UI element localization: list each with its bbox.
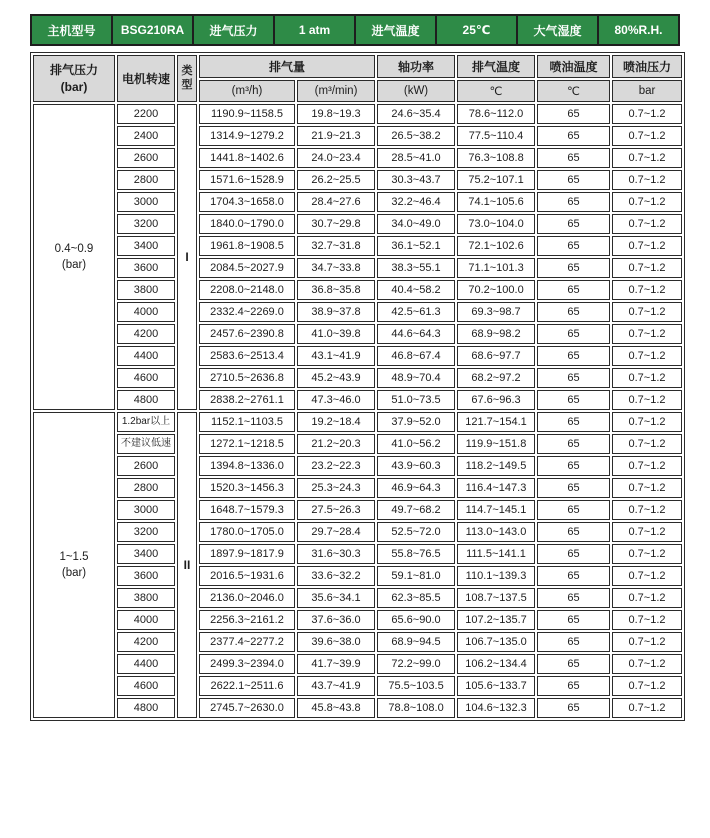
oil-temp-cell: 65 — [537, 368, 610, 388]
table-row — [33, 192, 682, 212]
shaft-power-cell: 43.9~60.3 — [377, 456, 455, 476]
motor-speed-cell: 2800 — [117, 478, 175, 498]
col-header-motor-speed: 电机转速 — [117, 55, 175, 102]
flow-m3h-cell: 1314.9~1279.2 — [199, 126, 295, 146]
flow-m3h-cell: 2583.6~2513.4 — [199, 346, 295, 366]
table-row — [33, 544, 682, 564]
shaft-power-cell: 44.6~64.3 — [377, 324, 455, 344]
type-char-1: 类 — [181, 65, 193, 78]
flow-m3h-cell: 1190.9~1158.5 — [199, 104, 295, 124]
flow-m3h-cell: 2377.4~2277.2 — [199, 632, 295, 652]
ambient-humidity-label: 大气湿度 — [517, 15, 598, 45]
flow-m3min-cell: 37.6~36.0 — [297, 610, 375, 630]
exhaust-temp-cell: 68.9~98.2 — [457, 324, 535, 344]
oil-temp-cell: 65 — [537, 346, 610, 366]
motor-speed-cell: 3000 — [117, 192, 175, 212]
unit-oil-temp-c: ℃ — [537, 80, 610, 102]
oil-temp-cell: 65 — [537, 258, 610, 278]
oil-pressure-cell: 0.7~1.2 — [612, 104, 682, 124]
flow-m3h-cell: 1441.8~1402.6 — [199, 148, 295, 168]
flow-m3min-cell: 25.3~24.3 — [297, 478, 375, 498]
flow-m3h-cell: 2745.7~2630.0 — [199, 698, 295, 718]
shaft-power-cell: 62.3~85.5 — [377, 588, 455, 608]
oil-temp-cell: 65 — [537, 610, 610, 630]
table-row — [33, 456, 682, 476]
type-group-cell: I — [177, 104, 197, 410]
table-row — [33, 698, 682, 718]
intake-temp-label: 进气温度 — [355, 15, 436, 45]
flow-m3h-cell: 2208.0~2148.0 — [199, 280, 295, 300]
shaft-power-cell: 75.5~103.5 — [377, 676, 455, 696]
exhaust-temp-cell: 72.1~102.6 — [457, 236, 535, 256]
oil-pressure-cell: 0.7~1.2 — [612, 302, 682, 322]
oil-temp-cell: 65 — [537, 478, 610, 498]
oil-temp-cell: 65 — [537, 390, 610, 410]
motor-speed-cell: 3800 — [117, 280, 175, 300]
unit-oil-pressure-bar: bar — [612, 80, 682, 102]
flow-m3h-cell: 2710.5~2636.8 — [199, 368, 295, 388]
flow-m3h-cell: 2499.3~2394.0 — [199, 654, 295, 674]
shaft-power-cell: 59.1~81.0 — [377, 566, 455, 586]
flow-m3h-cell: 1520.3~1456.3 — [199, 478, 295, 498]
motor-speed-cell: 3600 — [117, 258, 175, 278]
conditions-row — [31, 15, 679, 45]
exhaust-temp-cell: 118.2~149.5 — [457, 456, 535, 476]
exhaust-temp-cell: 121.7~154.1 — [457, 412, 535, 432]
motor-speed-cell: 4200 — [117, 324, 175, 344]
motor-speed-cell: 4000 — [117, 302, 175, 322]
oil-temp-cell: 65 — [537, 126, 610, 146]
flow-m3min-cell: 19.2~18.4 — [297, 412, 375, 432]
oil-temp-cell: 65 — [537, 632, 610, 652]
oil-pressure-cell: 0.7~1.2 — [612, 192, 682, 212]
type-char-2: 型 — [181, 78, 193, 91]
flow-m3min-cell: 45.2~43.9 — [297, 368, 375, 388]
motor-speed-cell: 4400 — [117, 654, 175, 674]
flow-m3min-cell: 39.6~38.0 — [297, 632, 375, 652]
oil-temp-cell: 65 — [537, 192, 610, 212]
motor-speed-cell: 2600 — [117, 148, 175, 168]
flow-m3h-cell: 1897.9~1817.9 — [199, 544, 295, 564]
oil-temp-cell: 65 — [537, 324, 610, 344]
motor-speed-cell: 3400 — [117, 236, 175, 256]
motor-speed-cell: 1.2bar以上 — [117, 412, 175, 432]
oil-temp-cell: 65 — [537, 236, 610, 256]
motor-speed-cell: 2400 — [117, 126, 175, 146]
flow-m3min-cell: 43.1~41.9 — [297, 346, 375, 366]
flow-m3h-cell: 2457.6~2390.8 — [199, 324, 295, 344]
pressure-group-cell: 1~1.5 (bar) — [33, 412, 115, 718]
intake-pressure-value: 1 atm — [274, 15, 355, 45]
oil-pressure-cell: 0.7~1.2 — [612, 610, 682, 630]
oil-temp-cell: 65 — [537, 588, 610, 608]
table-row — [33, 390, 682, 410]
oil-pressure-cell: 0.7~1.2 — [612, 544, 682, 564]
motor-speed-cell: 2800 — [117, 170, 175, 190]
table-row — [33, 324, 682, 344]
exhaust-temp-cell: 114.7~145.1 — [457, 500, 535, 520]
flow-m3min-cell: 34.7~33.8 — [297, 258, 375, 278]
exhaust-temp-cell: 113.0~143.0 — [457, 522, 535, 542]
exhaust-temp-cell: 108.7~137.5 — [457, 588, 535, 608]
exhaust-temp-cell: 119.9~151.8 — [457, 434, 535, 454]
motor-speed-cell: 3000 — [117, 500, 175, 520]
exhaust-temp-cell: 106.2~134.4 — [457, 654, 535, 674]
exhaust-pressure-unit: (bar) — [60, 79, 88, 94]
motor-speed-cell: 4000 — [117, 610, 175, 630]
flow-m3h-cell: 2084.5~2027.9 — [199, 258, 295, 278]
shaft-power-cell: 36.1~52.1 — [377, 236, 455, 256]
oil-pressure-cell: 0.7~1.2 — [612, 346, 682, 366]
unit-kw: (kW) — [377, 80, 455, 102]
flow-m3h-cell: 1152.1~1103.5 — [199, 412, 295, 432]
flow-m3min-cell: 28.4~27.6 — [297, 192, 375, 212]
exhaust-temp-cell: 77.5~110.4 — [457, 126, 535, 146]
shaft-power-cell: 68.9~94.5 — [377, 632, 455, 652]
motor-speed-cell: 3600 — [117, 566, 175, 586]
shaft-power-cell: 51.0~73.5 — [377, 390, 455, 410]
col-header-exhaust-pressure — [33, 55, 115, 102]
flow-m3min-cell: 38.9~37.8 — [297, 302, 375, 322]
motor-speed-cell: 不建议低速 — [117, 434, 175, 454]
intake-pressure-label: 进气压力 — [193, 15, 274, 45]
flow-m3min-cell: 35.6~34.1 — [297, 588, 375, 608]
exhaust-temp-cell: 107.2~135.7 — [457, 610, 535, 630]
oil-pressure-cell: 0.7~1.2 — [612, 324, 682, 344]
ambient-humidity-value: 80%R.H. — [598, 15, 679, 45]
table-row — [33, 522, 682, 542]
oil-pressure-cell: 0.7~1.2 — [612, 126, 682, 146]
flow-m3h-cell: 2622.1~2511.6 — [199, 676, 295, 696]
shaft-power-cell: 38.3~55.1 — [377, 258, 455, 278]
motor-speed-cell: 2600 — [117, 456, 175, 476]
oil-temp-cell: 65 — [537, 544, 610, 564]
oil-temp-cell: 65 — [537, 522, 610, 542]
shaft-power-cell: 46.9~64.3 — [377, 478, 455, 498]
oil-temp-cell: 65 — [537, 676, 610, 696]
oil-pressure-cell: 0.7~1.2 — [612, 500, 682, 520]
motor-speed-cell: 3200 — [117, 522, 175, 542]
table-row — [33, 170, 682, 190]
shaft-power-cell: 72.2~99.0 — [377, 654, 455, 674]
table-row — [33, 676, 682, 696]
flow-m3h-cell: 2016.5~1931.6 — [199, 566, 295, 586]
exhaust-temp-cell: 68.2~97.2 — [457, 368, 535, 388]
table-row — [33, 478, 682, 498]
exhaust-temp-cell: 105.6~133.7 — [457, 676, 535, 696]
col-header-exhaust-temp: 排气温度 — [457, 55, 535, 78]
unit-m3-per-min: (m³/min) — [297, 80, 375, 102]
exhaust-temp-cell: 71.1~101.3 — [457, 258, 535, 278]
exhaust-temp-cell: 70.2~100.0 — [457, 280, 535, 300]
oil-pressure-cell: 0.7~1.2 — [612, 236, 682, 256]
shaft-power-cell: 37.9~52.0 — [377, 412, 455, 432]
oil-temp-cell: 65 — [537, 566, 610, 586]
motor-speed-cell: 4600 — [117, 676, 175, 696]
table-row — [33, 126, 682, 146]
oil-temp-cell: 65 — [537, 170, 610, 190]
oil-temp-cell: 65 — [537, 500, 610, 520]
oil-temp-cell: 65 — [537, 148, 610, 168]
table-row — [33, 610, 682, 630]
col-header-oil-temp: 喷油温度 — [537, 55, 610, 78]
oil-pressure-cell: 0.7~1.2 — [612, 368, 682, 388]
flow-m3h-cell: 1840.0~1790.0 — [199, 214, 295, 234]
header-row-1 — [33, 55, 682, 78]
exhaust-temp-cell: 76.3~108.8 — [457, 148, 535, 168]
oil-pressure-cell: 0.7~1.2 — [612, 390, 682, 410]
flow-m3min-cell: 31.6~30.3 — [297, 544, 375, 564]
motor-speed-cell: 4200 — [117, 632, 175, 652]
intake-temp-value: 25℃ — [436, 15, 517, 45]
flow-m3min-cell: 27.5~26.3 — [297, 500, 375, 520]
exhaust-temp-cell: 74.1~105.6 — [457, 192, 535, 212]
exhaust-temp-cell: 116.4~147.3 — [457, 478, 535, 498]
oil-pressure-cell: 0.7~1.2 — [612, 676, 682, 696]
host-model-label: 主机型号 — [31, 15, 112, 45]
exhaust-temp-cell: 69.3~98.7 — [457, 302, 535, 322]
flow-m3h-cell: 2332.4~2269.0 — [199, 302, 295, 322]
flow-m3min-cell: 36.8~35.8 — [297, 280, 375, 300]
flow-m3h-cell: 1394.8~1336.0 — [199, 456, 295, 476]
col-header-flow: 排气量 — [199, 55, 375, 78]
host-model-value: BSG210RA — [112, 15, 193, 45]
shaft-power-cell: 55.8~76.5 — [377, 544, 455, 564]
table-row — [33, 214, 682, 234]
motor-speed-cell: 3200 — [117, 214, 175, 234]
shaft-power-cell: 49.7~68.2 — [377, 500, 455, 520]
flow-m3h-cell: 2838.2~2761.1 — [199, 390, 295, 410]
flow-m3h-cell: 1648.7~1579.3 — [199, 500, 295, 520]
flow-m3min-cell: 23.2~22.3 — [297, 456, 375, 476]
flow-m3min-cell: 21.9~21.3 — [297, 126, 375, 146]
exhaust-temp-cell: 106.7~135.0 — [457, 632, 535, 652]
exhaust-temp-cell: 67.6~96.3 — [457, 390, 535, 410]
exhaust-temp-cell: 110.1~139.3 — [457, 566, 535, 586]
oil-pressure-cell: 0.7~1.2 — [612, 214, 682, 234]
flow-m3min-cell: 24.0~23.4 — [297, 148, 375, 168]
shaft-power-cell: 26.5~38.2 — [377, 126, 455, 146]
motor-speed-cell: 3800 — [117, 588, 175, 608]
shaft-power-cell: 40.4~58.2 — [377, 280, 455, 300]
flow-m3h-cell: 2256.3~2161.2 — [199, 610, 295, 630]
table-row — [33, 104, 682, 124]
flow-m3h-cell: 1780.0~1705.0 — [199, 522, 295, 542]
flow-m3min-cell: 41.0~39.8 — [297, 324, 375, 344]
flow-m3min-cell: 29.7~28.4 — [297, 522, 375, 542]
flow-m3h-cell: 1272.1~1218.5 — [199, 434, 295, 454]
flow-m3min-cell: 43.7~41.9 — [297, 676, 375, 696]
shaft-power-cell: 28.5~41.0 — [377, 148, 455, 168]
motor-speed-cell: 4800 — [117, 390, 175, 410]
flow-m3h-cell: 1571.6~1528.9 — [199, 170, 295, 190]
oil-pressure-cell: 0.7~1.2 — [612, 456, 682, 476]
shaft-power-cell: 52.5~72.0 — [377, 522, 455, 542]
flow-m3min-cell: 45.8~43.8 — [297, 698, 375, 718]
exhaust-pressure-label: 排气压力 — [49, 63, 98, 78]
table-row — [33, 280, 682, 300]
shaft-power-cell: 48.9~70.4 — [377, 368, 455, 388]
exhaust-temp-cell: 73.0~104.0 — [457, 214, 535, 234]
performance-table — [30, 52, 685, 721]
motor-speed-cell: 4600 — [117, 368, 175, 388]
exhaust-temp-cell: 78.6~112.0 — [457, 104, 535, 124]
oil-pressure-cell: 0.7~1.2 — [612, 280, 682, 300]
shaft-power-cell: 32.2~46.4 — [377, 192, 455, 212]
shaft-power-cell: 24.6~35.4 — [377, 104, 455, 124]
shaft-power-cell: 41.0~56.2 — [377, 434, 455, 454]
table-row — [33, 632, 682, 652]
table-row — [33, 302, 682, 322]
type-group-cell: II — [177, 412, 197, 718]
oil-temp-cell: 65 — [537, 280, 610, 300]
table-row — [33, 236, 682, 256]
pressure-group-cell: 0.4~0.9 (bar) — [33, 104, 115, 410]
oil-temp-cell: 65 — [537, 412, 610, 432]
table-row — [33, 412, 682, 432]
oil-temp-cell: 65 — [537, 654, 610, 674]
table-row — [33, 346, 682, 366]
table-row — [33, 500, 682, 520]
table-row — [33, 258, 682, 278]
oil-pressure-cell: 0.7~1.2 — [612, 478, 682, 498]
oil-pressure-cell: 0.7~1.2 — [612, 258, 682, 278]
flow-m3min-cell: 26.2~25.5 — [297, 170, 375, 190]
oil-temp-cell: 65 — [537, 214, 610, 234]
flow-m3h-cell: 2136.0~2046.0 — [199, 588, 295, 608]
flow-m3min-cell: 32.7~31.8 — [297, 236, 375, 256]
oil-temp-cell: 65 — [537, 456, 610, 476]
exhaust-temp-cell: 111.5~141.1 — [457, 544, 535, 564]
oil-temp-cell: 65 — [537, 434, 610, 454]
exhaust-temp-cell: 75.2~107.1 — [457, 170, 535, 190]
flow-m3h-cell: 1704.3~1658.0 — [199, 192, 295, 212]
exhaust-temp-cell: 68.6~97.7 — [457, 346, 535, 366]
table-row — [33, 434, 682, 454]
shaft-power-cell: 65.6~90.0 — [377, 610, 455, 630]
table-row — [33, 588, 682, 608]
oil-pressure-cell: 0.7~1.2 — [612, 148, 682, 168]
oil-pressure-cell: 0.7~1.2 — [612, 632, 682, 652]
oil-temp-cell: 65 — [537, 698, 610, 718]
shaft-power-cell: 78.8~108.0 — [377, 698, 455, 718]
shaft-power-cell: 42.5~61.3 — [377, 302, 455, 322]
oil-pressure-cell: 0.7~1.2 — [612, 654, 682, 674]
oil-pressure-cell: 0.7~1.2 — [612, 170, 682, 190]
motor-speed-cell: 4400 — [117, 346, 175, 366]
flow-m3min-cell: 30.7~29.8 — [297, 214, 375, 234]
motor-speed-cell: 2200 — [117, 104, 175, 124]
shaft-power-cell: 46.8~67.4 — [377, 346, 455, 366]
flow-m3min-cell: 19.8~19.3 — [297, 104, 375, 124]
oil-pressure-cell: 0.7~1.2 — [612, 588, 682, 608]
flow-m3min-cell: 41.7~39.9 — [297, 654, 375, 674]
shaft-power-cell: 34.0~49.0 — [377, 214, 455, 234]
col-header-shaft-power: 轴功率 — [377, 55, 455, 78]
table-row — [33, 148, 682, 168]
oil-pressure-cell: 0.7~1.2 — [612, 566, 682, 586]
oil-temp-cell: 65 — [537, 302, 610, 322]
table-row — [33, 654, 682, 674]
col-header-oil-pressure: 喷油压力 — [612, 55, 682, 78]
shaft-power-cell: 30.3~43.7 — [377, 170, 455, 190]
spec-table-body — [33, 104, 682, 718]
oil-pressure-cell: 0.7~1.2 — [612, 434, 682, 454]
table-row — [33, 368, 682, 388]
flow-m3h-cell: 1961.8~1908.5 — [199, 236, 295, 256]
flow-m3min-cell: 33.6~32.2 — [297, 566, 375, 586]
oil-pressure-cell: 0.7~1.2 — [612, 412, 682, 432]
table-row — [33, 566, 682, 586]
flow-m3min-cell: 47.3~46.0 — [297, 390, 375, 410]
unit-exhaust-temp-c: ℃ — [457, 80, 535, 102]
unit-m3-per-h: (m³/h) — [199, 80, 295, 102]
flow-m3min-cell: 21.2~20.3 — [297, 434, 375, 454]
col-header-type — [177, 55, 197, 102]
oil-pressure-cell: 0.7~1.2 — [612, 698, 682, 718]
oil-temp-cell: 65 — [537, 104, 610, 124]
motor-speed-cell: 3400 — [117, 544, 175, 564]
oil-pressure-cell: 0.7~1.2 — [612, 522, 682, 542]
conditions-header-table — [30, 14, 680, 46]
motor-speed-cell: 4800 — [117, 698, 175, 718]
exhaust-temp-cell: 104.6~132.3 — [457, 698, 535, 718]
